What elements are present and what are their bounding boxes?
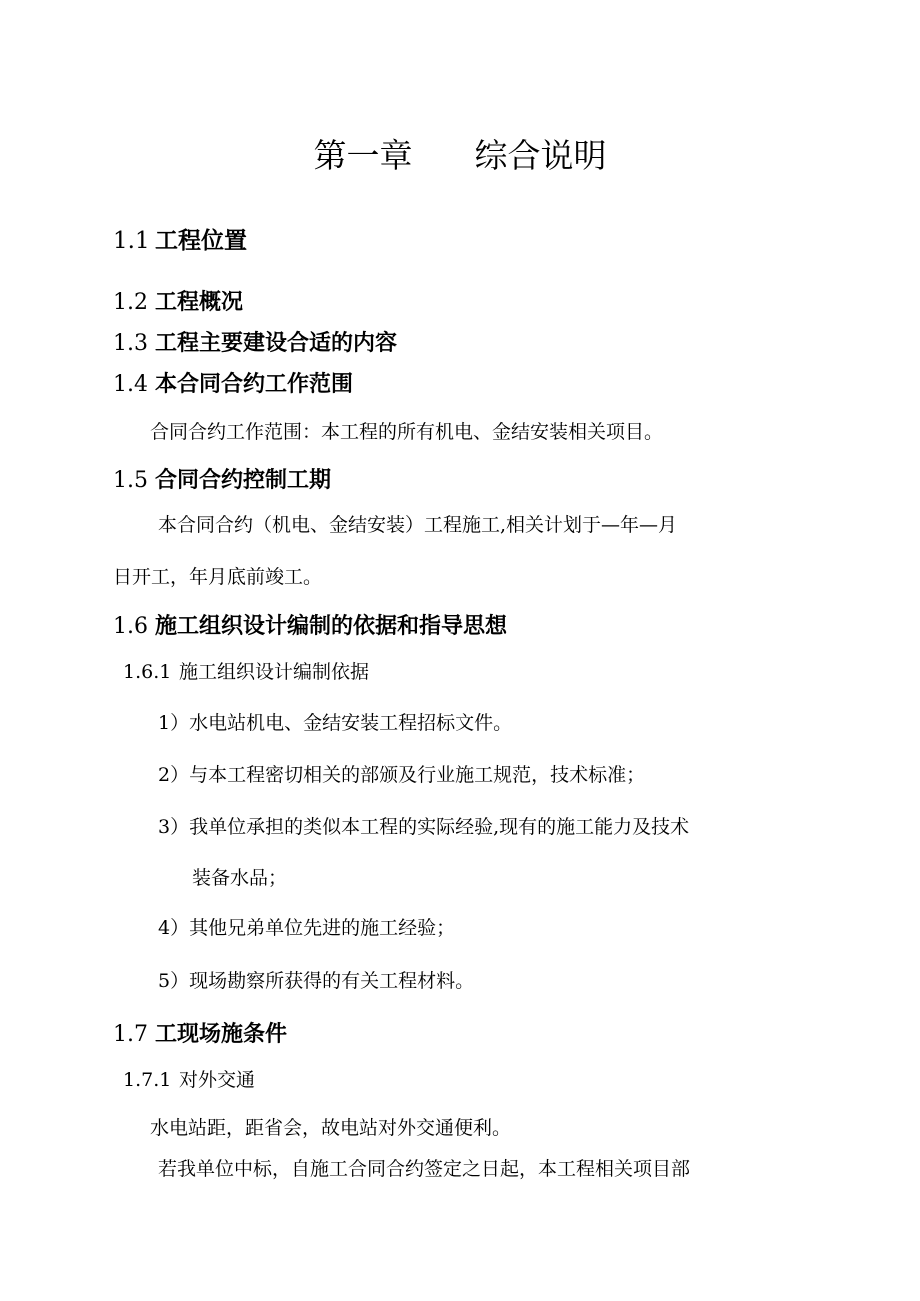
chapter-label: 第一章: [313, 136, 413, 175]
subsection-heading-1-6-1: [123, 663, 369, 682]
section-heading-1-6: [113, 615, 507, 638]
section-title: 工程位置: [155, 227, 247, 254]
paragraph-traffic-line-1: 水电站距，距省会，故电站对外交通便利。: [150, 1117, 512, 1139]
section-title: 工程主要建设合适的内容: [155, 330, 398, 356]
subsection-number: 1.6.1: [123, 661, 172, 683]
subsection-title: 施工组织设计编制依据: [179, 661, 370, 683]
section-number: 1.3: [113, 331, 148, 356]
list-item: 5）现场勘察所获得的有关工程材料。: [158, 970, 475, 992]
section-heading-1-5: [113, 469, 331, 492]
section-number: 1.2: [113, 290, 148, 315]
section-title: 工程概况: [155, 289, 244, 315]
section-title: 合同合约控制工期: [155, 467, 332, 493]
paragraph-period-line-2: 日开工，年月底前竣工。: [113, 566, 323, 588]
list-item: 1）水电站机电、金结安装工程招标文件。: [158, 712, 513, 734]
section-title: 本合同合约工作范围: [155, 371, 354, 397]
subsection-title: 对外交通: [179, 1069, 256, 1091]
section-heading-1-4: [113, 373, 353, 396]
list-item-continuation: 装备水品；: [192, 867, 288, 889]
section-title: 工现场施条件: [155, 1021, 288, 1047]
section-heading-1-1: [113, 229, 247, 253]
list-item: 3）我单位承担的类似本工程的实际经验,现有的施工能力及技术: [158, 816, 690, 838]
list-item: 2）与本工程密切相关的部颁及行业施工规范，技术标准；: [158, 764, 646, 786]
section-number: 1.6: [113, 614, 148, 639]
section-number: 1.4: [113, 372, 148, 397]
section-number: 1.7: [113, 1022, 148, 1047]
section-heading-1-7: [113, 1023, 287, 1046]
section-number: 1.5: [113, 468, 148, 493]
chapter-title: 综合说明: [474, 136, 607, 175]
list-item: 4）其他兄弟单位先进的施工经验；: [158, 917, 456, 939]
section-title: 施工组织设计编制的依据和指导思想: [155, 613, 508, 639]
chapter-heading: [0, 136, 920, 175]
paragraph-traffic-line-2: 若我单位中标，自施工合同合约签定之日起，本工程相关项目部: [158, 1158, 691, 1180]
section-heading-1-2: [113, 291, 243, 314]
section-heading-1-3: [113, 332, 397, 355]
paragraph-scope: 合同合约工作范围：本工程的所有机电、金结安装相关项目。: [150, 421, 664, 443]
section-number: 1.1: [113, 228, 150, 254]
subsection-heading-1-7-1: [123, 1071, 255, 1090]
subsection-number: 1.7.1: [123, 1069, 172, 1091]
paragraph-period-line-1: 本合同合约（机电、金结安装）工程施工,相关计划于—年—月: [158, 514, 678, 536]
